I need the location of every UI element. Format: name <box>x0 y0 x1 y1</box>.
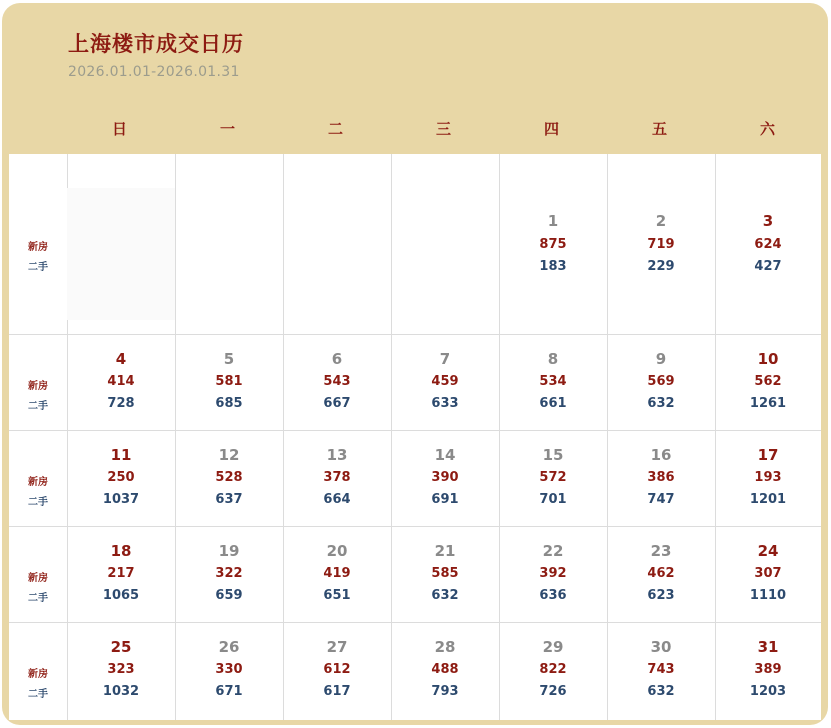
day-number: 1 <box>547 212 559 230</box>
new-home-count: 462 <box>647 566 675 581</box>
row-legend <box>9 430 68 526</box>
resale-label: 二手 <box>28 593 48 604</box>
resale-count: 1037 <box>102 492 140 507</box>
calendar-week-row <box>9 526 821 623</box>
day-number: 11 <box>110 446 132 464</box>
weekday-mon: 一 <box>219 120 235 138</box>
resale-count: 747 <box>647 492 675 507</box>
new-home-count: 322 <box>215 566 243 581</box>
resale-count: 229 <box>647 259 675 274</box>
resale-count: 664 <box>323 492 351 507</box>
resale-count: 623 <box>647 588 675 603</box>
resale-count: 671 <box>215 684 243 699</box>
resale-count: 632 <box>431 588 459 603</box>
resale-count: 1065 <box>102 588 140 603</box>
new-home-label: 新房 <box>28 477 48 488</box>
day-number: 3 <box>762 212 774 230</box>
row-legend <box>9 334 68 430</box>
resale-count: 632 <box>647 684 675 699</box>
day-cell[interactable] <box>283 622 392 720</box>
day-number: 18 <box>110 542 132 560</box>
day-cell[interactable] <box>67 526 176 622</box>
day-number: 24 <box>757 542 779 560</box>
new-home-count: 572 <box>539 470 567 485</box>
day-number: 17 <box>757 446 779 464</box>
new-home-label: 新房 <box>28 669 48 680</box>
new-home-count: 822 <box>539 662 567 677</box>
resale-count: 617 <box>323 684 351 699</box>
new-home-count: 414 <box>107 374 135 389</box>
date-range: 2026.01.01-2026.01.31 <box>68 64 240 80</box>
new-home-count: 217 <box>107 566 135 581</box>
weekday-fri: 五 <box>651 120 667 138</box>
day-cell[interactable] <box>715 526 821 622</box>
day-number: 2 <box>655 212 667 230</box>
day-cell[interactable] <box>715 430 821 526</box>
new-home-count: 743 <box>647 662 675 677</box>
day-cell[interactable] <box>391 526 500 622</box>
day-cell[interactable] <box>175 622 284 720</box>
new-home-count: 543 <box>323 374 351 389</box>
resale-label: 二手 <box>28 401 48 412</box>
day-cell[interactable] <box>499 430 608 526</box>
day-cell[interactable] <box>391 334 500 430</box>
day-number: 8 <box>547 350 559 368</box>
blank-placeholder <box>67 188 175 320</box>
resale-count: 427 <box>754 259 782 274</box>
day-cell[interactable] <box>175 526 284 622</box>
day-number: 27 <box>326 638 348 656</box>
day-cell[interactable] <box>391 622 500 720</box>
resale-count: 661 <box>539 396 567 411</box>
resale-count: 632 <box>647 396 675 411</box>
resale-count: 685 <box>215 396 243 411</box>
new-home-count: 389 <box>754 662 782 677</box>
resale-count: 1110 <box>749 588 787 603</box>
new-home-count: 875 <box>539 237 567 252</box>
day-number: 22 <box>542 542 564 560</box>
resale-count: 659 <box>215 588 243 603</box>
day-cell[interactable] <box>607 526 716 622</box>
day-number: 16 <box>650 446 672 464</box>
calendar-grid <box>9 154 821 720</box>
weekday-header <box>2 107 828 155</box>
new-home-count: 250 <box>107 470 135 485</box>
row-legend <box>9 622 68 720</box>
day-cell[interactable] <box>283 334 392 430</box>
resale-count: 651 <box>323 588 351 603</box>
resale-count: 691 <box>431 492 459 507</box>
new-home-count: 569 <box>647 374 675 389</box>
day-cell[interactable] <box>607 154 716 334</box>
day-number: 4 <box>115 350 127 368</box>
day-cell[interactable] <box>715 334 821 430</box>
day-cell[interactable] <box>499 334 608 430</box>
day-cell[interactable] <box>391 430 500 526</box>
weekday-wed: 三 <box>435 120 451 138</box>
weekday-thu: 四 <box>543 120 559 138</box>
day-number: 31 <box>757 638 779 656</box>
day-cell[interactable] <box>175 430 284 526</box>
day-cell[interactable] <box>715 154 821 334</box>
day-number: 6 <box>331 350 343 368</box>
day-number: 5 <box>223 350 235 368</box>
day-number: 13 <box>326 446 348 464</box>
day-number: 7 <box>439 350 451 368</box>
day-cell[interactable] <box>283 430 392 526</box>
resale-count: 637 <box>215 492 243 507</box>
day-cell[interactable] <box>499 622 608 720</box>
day-number: 20 <box>326 542 348 560</box>
resale-count: 1261 <box>749 396 787 411</box>
resale-count: 633 <box>431 396 459 411</box>
day-number: 23 <box>650 542 672 560</box>
day-cell[interactable] <box>283 526 392 622</box>
new-home-count: 719 <box>647 237 675 252</box>
empty-day-cell <box>391 154 500 334</box>
new-home-count: 392 <box>539 566 567 581</box>
new-home-count: 581 <box>215 374 243 389</box>
day-number: 25 <box>110 638 132 656</box>
new-home-count: 534 <box>539 374 567 389</box>
new-home-count: 390 <box>431 470 459 485</box>
day-cell[interactable] <box>67 334 176 430</box>
resale-count: 793 <box>431 684 459 699</box>
weekday-sun: 日 <box>111 120 127 138</box>
day-number: 26 <box>218 638 240 656</box>
row-legend <box>9 526 68 622</box>
new-home-label: 新房 <box>28 242 48 253</box>
day-number: 19 <box>218 542 240 560</box>
empty-day-cell <box>283 154 392 334</box>
new-home-count: 459 <box>431 374 459 389</box>
day-cell[interactable] <box>175 334 284 430</box>
weekday-tue: 二 <box>327 120 343 138</box>
new-home-count: 193 <box>754 470 782 485</box>
day-number: 10 <box>757 350 779 368</box>
new-home-count: 528 <box>215 470 243 485</box>
day-number: 21 <box>434 542 456 560</box>
day-cell[interactable] <box>67 622 176 720</box>
day-cell[interactable] <box>499 154 608 334</box>
new-home-count: 624 <box>754 237 782 252</box>
day-number: 12 <box>218 446 240 464</box>
resale-count: 636 <box>539 588 567 603</box>
new-home-count: 330 <box>215 662 243 677</box>
resale-label: 二手 <box>28 689 48 700</box>
day-cell[interactable] <box>715 622 821 720</box>
day-cell[interactable] <box>67 430 176 526</box>
row-legend <box>9 154 68 334</box>
new-home-count: 386 <box>647 470 675 485</box>
new-home-count: 419 <box>323 566 351 581</box>
new-home-count: 307 <box>754 566 782 581</box>
calendar-week-row <box>9 334 821 431</box>
resale-count: 726 <box>539 684 567 699</box>
resale-label: 二手 <box>28 497 48 508</box>
resale-count: 1201 <box>749 492 787 507</box>
resale-count: 728 <box>107 396 135 411</box>
day-number: 30 <box>650 638 672 656</box>
empty-day-cell <box>175 154 284 334</box>
resale-count: 183 <box>539 259 567 274</box>
new-home-count: 488 <box>431 662 459 677</box>
page-title: 上海楼市成交日历 <box>68 32 244 56</box>
day-cell[interactable] <box>607 334 716 430</box>
empty-day-cell <box>67 154 176 334</box>
day-number: 15 <box>542 446 564 464</box>
weekday-sat: 六 <box>759 120 775 138</box>
day-cell[interactable] <box>607 622 716 720</box>
new-home-count: 585 <box>431 566 459 581</box>
resale-label: 二手 <box>28 262 48 273</box>
day-number: 9 <box>655 350 667 368</box>
calendar-card <box>2 3 828 725</box>
resale-count: 1203 <box>749 684 787 699</box>
calendar-week-row <box>9 622 821 720</box>
day-number: 29 <box>542 638 564 656</box>
day-number: 28 <box>434 638 456 656</box>
resale-count: 701 <box>539 492 567 507</box>
day-cell[interactable] <box>499 526 608 622</box>
resale-count: 1032 <box>102 684 140 699</box>
new-home-label: 新房 <box>28 573 48 584</box>
new-home-label: 新房 <box>28 381 48 392</box>
calendar-week-row <box>9 430 821 527</box>
new-home-count: 562 <box>754 374 782 389</box>
new-home-count: 378 <box>323 470 351 485</box>
calendar-week-row <box>9 154 821 335</box>
resale-count: 667 <box>323 396 351 411</box>
day-number: 14 <box>434 446 456 464</box>
day-cell[interactable] <box>607 430 716 526</box>
new-home-count: 323 <box>107 662 135 677</box>
new-home-count: 612 <box>323 662 351 677</box>
